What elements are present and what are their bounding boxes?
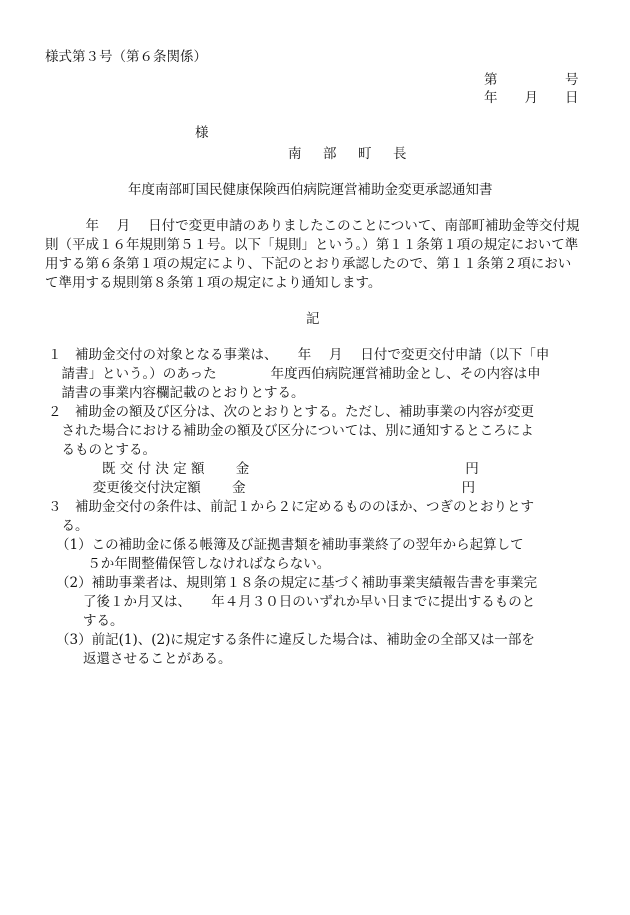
condition-line: （1）この補助金に係る帳簿及び証拠書類を補助事業終了の翌年から起算して [56,537,524,553]
item-line: ２ 補助金の額及び区分は、次のとおりとする。ただし、補助事業の内容が変更 [48,404,534,420]
amount-line-existing: 既 交 付 決 定 額 金 円 [48,461,479,477]
item-line: された場合における補助金の額及び区分については、別に通知するところによ [48,423,534,439]
condition-line: （3）前記(1)、(2)に規定する条件に違反した場合は、補助金の全部又は一部を [56,632,535,648]
document-number: 第 号 [484,72,579,88]
amount-line-changed: 変更後交付決定額 金 円 [48,480,476,496]
condition-line: （2）補助事業者は、規則第１８条の規定に基づく補助事業実績報告書を事業完 [56,575,538,591]
condition-line: ５か年間整備保管しなければならない。 [56,556,331,572]
body-line: て準用する規則第８条第１項の規定により通知します。 [45,275,382,291]
document-date: 年 月 日 [484,90,579,106]
item-line: １ 補助金交付の対象となる事業は、 年 月 日付で変更交付申請（以下「申 [48,347,550,363]
addressee: 様 [195,125,209,141]
item-line: 請書」という。）のあった 年度西伯病院運営補助金とし、その内容は申 [48,366,541,382]
item-line: ３ 補助金交付の条件は、前記１から２に定めるもののほか、つぎのとおりとす [48,499,534,515]
ki-heading: 記 [306,311,320,327]
sender: 南 部 町 長 [288,146,411,162]
document-title: 年度南部町国民健康保険西伯病院運営補助金変更承認通知書 [128,182,493,198]
item-line: るものとする。 [48,442,156,458]
item-line: る。 [48,518,89,534]
form-label: 様式第３号（第６条関係） [45,49,207,65]
condition-line: する。 [56,613,124,629]
body-line: 年 月 日付で変更申請のありましたこのことについて、南部町補助金等交付規 [45,218,580,234]
condition-line: 返還させることがある。 [56,651,232,667]
condition-line: 了後１か月又は、 年４月３０日のいずれか早い日までに提出するものと [56,594,536,610]
item-line: 請書の事業内容欄記載のとおりとする。 [48,385,305,401]
body-line: 則（平成１６年規則第５１号。以下「規則」という。）第１１条第１項の規定において準 [45,237,579,253]
body-line: 用する第６条第１項の規定により、下記のとおり承認したので、第１１条第２項におい [45,256,572,272]
